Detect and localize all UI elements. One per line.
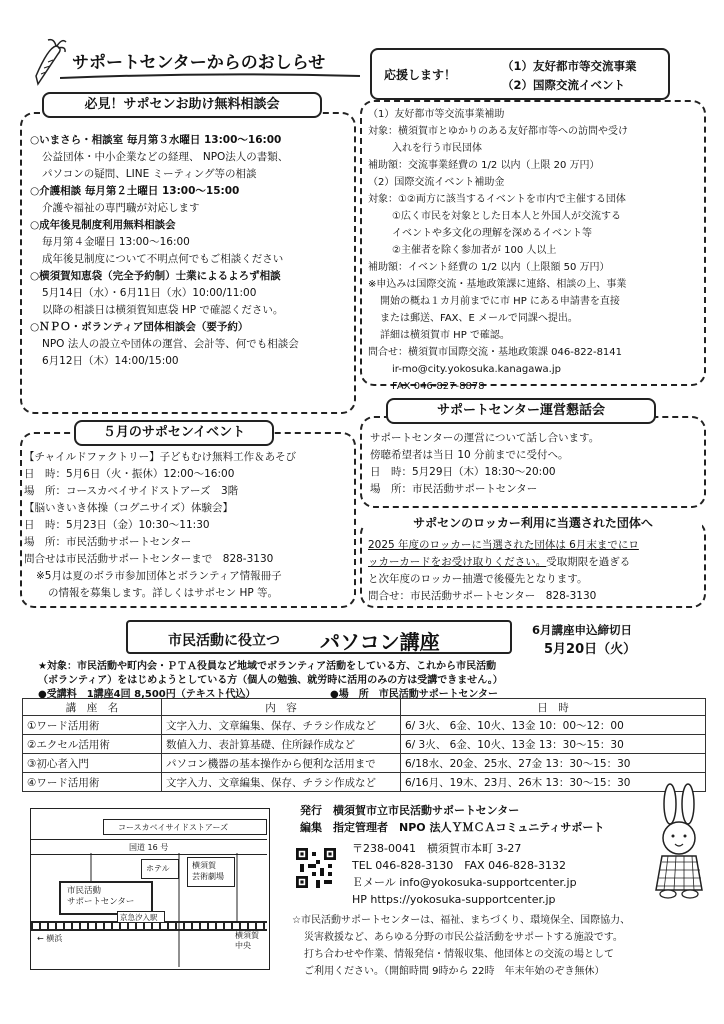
consult-line: 5月14日（水）・6月11日（水）10:00/11:00 <box>42 287 257 299</box>
support-item-2: （2）国際交流イベント <box>502 78 626 92</box>
support-line: （1）友好都市等交流事業補助 <box>368 109 505 120</box>
table-cell: パソコン機器の基本操作から便利な活用まで <box>162 754 401 773</box>
map-roads <box>31 809 267 967</box>
pc-place: ●場 所 市民活動サポートセンター <box>330 689 499 700</box>
support-line: ir-mo@city.yokosuka.kanagawa.jp <box>392 364 561 375</box>
events-line: の情報を募集します。詳しくはサポセン HP 等。 <box>48 587 279 599</box>
rabbit-mascot-icon <box>648 782 710 902</box>
pc-deadline-label: 6月講座申込締切日 <box>532 623 633 637</box>
support-line: （2）国際交流イベント補助金 <box>368 177 505 188</box>
map-store: コースカベイサイドストアーズ <box>103 819 267 835</box>
table-cell: ②エクセル活用術 <box>23 735 162 754</box>
consult-line: ○いまさら・相談室 毎月第３水曜日 13:00～16:00 <box>30 134 282 146</box>
support-item-1: （1）友好都市等交流事業 <box>502 59 637 73</box>
support-line: イベントや多文化の理解を深めるイベント等 <box>392 228 592 239</box>
pc-target-2: （ボランティア）をはじめようとしている方（個人の勉強、就労時に活用のみの方は受講できません。） <box>38 675 503 686</box>
support-line: 開始の概ね１カ月前までに市 HP にある申請書を直接 <box>380 296 620 307</box>
table-cell: 文字入力、文章編集、保存、チラシ作成など <box>162 716 401 735</box>
access-map <box>30 808 270 970</box>
table-cell: 6/18水、20金、25水、27金 13：30～15：30 <box>401 754 706 773</box>
support-line: 詳細は横須賀市 HP で確認。 <box>380 330 510 341</box>
events-content <box>24 449 296 602</box>
footer-hp[interactable]: HP https://yokosuka-supportcenter.jp <box>352 893 556 906</box>
support-line: 補助額：交流事業経費の 1/2 以内（上限 20 万円） <box>368 160 600 171</box>
footer-address: 〒238-0041 横須賀市本町 3-27 <box>352 842 522 855</box>
table-cell: 文字入力、文章編集、保存、チラシ作成など <box>162 773 401 792</box>
support-line: 入れを行う市民団体 <box>392 143 482 154</box>
events-line: 場 所：市民活動サポートセンター <box>24 536 192 548</box>
table-row <box>23 754 706 773</box>
support-line: 対象：横須賀市とゆかりのある友好都市等への訪問や受け <box>368 126 628 137</box>
support-line: FAX 046-827-8878 <box>392 381 485 392</box>
locker-text: 2025 年度のロッカーに当選された団体は 6月末までにロ <box>368 539 639 551</box>
consult-line: パソコンの疑問、LINE ミーティング等の相談 <box>42 168 257 180</box>
consult-line: 公益団体・中小企業などの経理、 NPO法人の書類、 <box>42 151 289 163</box>
events-line: 問合せは市民活動サポートセンターまで 828-3130 <box>24 553 274 565</box>
support-line: 補助額：イベント経費の 1/2 以内（上限額 50 万円） <box>368 262 610 273</box>
locker-title: サポセンのロッカー利用に当選された団体へ <box>364 514 702 536</box>
pc-title-b: パソコン講座 <box>320 630 440 654</box>
pc-target-1: ★対象：市民活動や町内会・ＰＴＡ役員など地域でボランティア活動をしている方、これから市民活動 <box>38 661 497 672</box>
footer-issuer: 発行 横須賀市立市民活動サポートセンター <box>300 804 520 817</box>
map-right: 横須賀 中央 <box>235 931 259 950</box>
title-underline <box>60 70 360 82</box>
course-table <box>22 698 706 792</box>
locker-line: と次年度のロッカー抽選で後優先となります。 <box>368 573 588 585</box>
map-hotel: ホテル <box>141 859 179 879</box>
consult-line: 成年後見制度について不明点何でもご相談ください <box>42 253 284 265</box>
consult-line: ○成年後見制度利用無料相談会 <box>30 219 176 231</box>
events-line: 【脳いきいき体操（コグニサイズ）体験会】 <box>24 502 233 514</box>
table-row <box>23 773 706 792</box>
support-line: ※申込みは国際交流・基地政策課に連絡、相談の上、事業 <box>368 279 627 290</box>
table-cell: ④ワード活用術 <box>23 773 162 792</box>
support-heading: 応援します！ <box>384 68 457 82</box>
support-header <box>370 48 670 100</box>
locker-line <box>368 537 639 554</box>
map-left: ← 横浜 <box>37 934 63 943</box>
events-title: ５月のサポセンイベント <box>74 420 274 446</box>
footer-info <box>300 802 604 836</box>
map-theater: 横須賀 芸術劇場 <box>187 857 235 887</box>
meeting-content <box>370 430 599 498</box>
footer-note-line: 打ち合わせや作業、情報発信・情報収集、他団体との交流の場として <box>304 949 614 960</box>
footer-note-line: ☆市民活動サポートセンターは、福祉、まちづくり、環境保全、国際協力、 <box>292 915 631 926</box>
footer-note-line: ご利用ください。（開館時間 9時から 22時 年末年始のぞき無休） <box>304 966 605 977</box>
map-center: 市民活動 サポートセンター <box>59 881 153 915</box>
footer-note <box>292 912 630 980</box>
support-line: 問合せ：横須賀市国際交流・基地政策課 046-822-8141 <box>368 347 623 358</box>
table-header: 内 容 <box>162 699 401 716</box>
pc-deadline-date: 5月20日（火） <box>544 642 637 657</box>
meeting-line: 傍聴希望者は当日 10 分前までに受付へ。 <box>370 449 569 461</box>
table-row <box>23 716 706 735</box>
support-line: または郵送、FAX、E メールで同課へ提出。 <box>380 313 578 324</box>
table-header: 講 座 名 <box>23 699 162 716</box>
table-cell: 6/ 3火、 6金、10火、13金 10：00～12：00 <box>401 716 706 735</box>
consult-content <box>30 132 299 370</box>
locker-text: ッカーカードをお受け取りください。 <box>368 556 547 568</box>
support-line: ②主催者を除く参加者が 100 人以上 <box>392 245 557 256</box>
table-header-row <box>23 699 706 716</box>
consult-title: 必見！サポセンお助け無料相談会 <box>42 92 322 118</box>
support-line: ①広く市民を対象とした日本人と外国人が交流する <box>392 211 621 222</box>
table-row <box>23 735 706 754</box>
consult-line: 毎月第４金曜日 13:00～16:00 <box>42 236 190 248</box>
map-station: 京急汐入駅 <box>117 911 165 923</box>
support-content <box>368 106 628 395</box>
footer-manager: 編集 指定管理者 NPO 法人ＹＭＣＡコミュニティサポート <box>300 821 605 834</box>
table-cell: ③初心者入門 <box>23 754 162 773</box>
consult-line: ○ＮＰＯ・ボランティア団体相談会（要予約） <box>30 321 249 333</box>
locker-line: 問合せ：市民活動サポートセンター 828-3130 <box>368 590 597 602</box>
events-line: ※5月は夏のボラ市参加団体とボランティア情報冊子 <box>36 570 282 582</box>
consult-line: 介護や福祉の専門職が対応します <box>42 202 200 214</box>
qr-code[interactable] <box>296 848 336 888</box>
meeting-line: 日 時：5月29日（木）18:30～20:00 <box>370 466 556 478</box>
locker-line <box>368 554 639 571</box>
consult-line: NPO 法人の設立や団体の運営、会計等、何でも相談会 <box>42 338 299 350</box>
table-cell: 数値入力、表計算基礎、住所録作成など <box>162 735 401 754</box>
pc-title-a: 市民活動に役立つ <box>168 633 280 649</box>
locker-content <box>368 537 639 605</box>
table-header: 日 時 <box>401 699 706 716</box>
footer-note-line: 災害救援など、あらゆる分野の市民公益活動をサポートする施設です。 <box>304 932 623 943</box>
footer-contact <box>352 840 577 908</box>
events-line: 場 所：コースカベイサイドストアーズ 3階 <box>24 485 239 497</box>
locker-text: 受取期限を過ぎる <box>546 556 631 568</box>
events-line: 【チャイルドファクトリー】子どもむけ無料工作＆あそび <box>24 451 297 463</box>
footer-email[interactable]: Ｅメール info@yokosuka-supportcenter.jp <box>352 876 577 889</box>
consult-line: ○介護相談 毎月第２土曜日 13:00～15:00 <box>30 185 240 197</box>
table-cell: 6/ 3火、 6金、10火、13金 13：30～15：30 <box>401 735 706 754</box>
pc-fee: ●受講料 1講座4回 8,500円（テキスト代込） <box>38 689 256 700</box>
meeting-line: 場 所：市民活動サポートセンター <box>370 483 538 495</box>
meeting-line: サポートセンターの運営について話し合います。 <box>370 432 600 444</box>
table-cell: ①ワード活用術 <box>23 716 162 735</box>
consult-line: 以降の相談日は横須賀知恵袋 HP で確認ください。 <box>42 304 284 316</box>
meeting-title: サポートセンター運営懇話会 <box>386 398 656 424</box>
map-route: 国道 16 号 <box>31 839 267 855</box>
support-line: 対象：①②両方に該当するイベントを市内で主催する団体 <box>368 194 626 205</box>
events-line: 日 時：5月6日（火・振休）12:00～16:00 <box>24 468 235 480</box>
consult-line: 6月12日（木）14:00/15:00 <box>42 355 179 367</box>
pc-title-box <box>126 620 512 654</box>
footer-tel: TEL 046-828-3130 FAX 046-828-3132 <box>352 859 567 872</box>
consult-line: ○横須賀知恵袋（完全予約制）士業によるよろず相談 <box>30 270 281 282</box>
events-line: 日 時：5月23日（金）10:30～11:30 <box>24 519 210 531</box>
table-cell: 6/16月、19木、23月、26木 13：30～15：30 <box>401 773 706 792</box>
page-title: サポートセンターからのおしらせ <box>72 53 326 73</box>
